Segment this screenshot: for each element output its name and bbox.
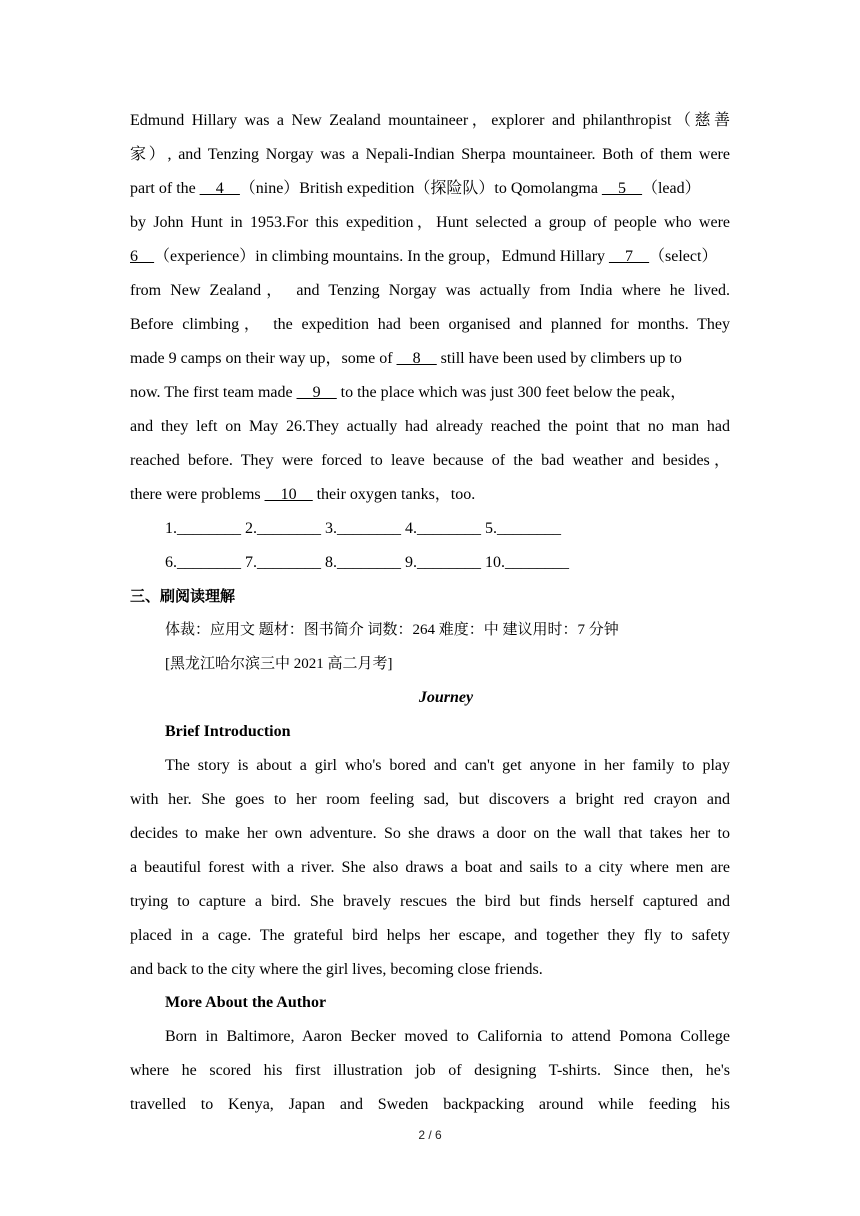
passage-source: [黑龙江哈尔滨三中 2021 高二月考] (165, 656, 393, 672)
paragraph-line: and back to the city where the girl lives, becoming close friends. (130, 961, 543, 978)
answer-row: 1.________ 2.________ 3.________ 4.________ 5.________ (165, 520, 561, 537)
passage-line (130, 376, 730, 410)
passage-line: reached before. They were forced to leave because of the bad weather and besides， (130, 452, 730, 469)
text-fragment: there were problems (130, 486, 265, 503)
blank-8: __8__ (396, 350, 437, 367)
paragraph-line: trying to capture a bird. She bravely rescues the bird but finds herself captured and (130, 893, 730, 910)
blank-7: __7__ (609, 248, 650, 265)
blank-4: __4__ (199, 180, 240, 197)
passage-line (130, 172, 730, 206)
text-fragment: to the place which was just 300 feet below the peak， (336, 384, 687, 401)
paragraph-line: placed in a cage. The grateful bird helps her escape, and together they fly to safety (130, 927, 730, 944)
subheading-more-about-author: More About the Author (165, 994, 327, 1011)
paragraph-line: decides to make her own adventure. So she draws a door on the wall that takes her to (130, 825, 730, 842)
passage-line: and they left on May 26.They actually had already reached the point that no man had (130, 418, 730, 435)
paragraph-line: Born in Baltimore, Aaron Becker moved to California to attend Pomona College (165, 1028, 730, 1045)
text-fragment: （lead） (641, 180, 701, 197)
text-fragment: （nine）British expedition（探险队）to Qomolangma (239, 180, 602, 197)
blank-5: __5__ (601, 180, 642, 197)
text-fragment: still have been used by climbers up to (436, 350, 682, 367)
passage-line: Before climbing， the expedition had been organised and planned for months. They (130, 316, 730, 333)
answer-row: 6.________ 7.________ 8.________ 9.________ 10.________ (165, 554, 569, 571)
text-fragment: （experience）in climbing mountains. In the group，Edmund Hillary (154, 248, 610, 265)
passage-line (130, 240, 730, 274)
text-fragment: （select） (649, 248, 718, 265)
paragraph-line: where he scored his first illustration job of designing T-shirts. Since then, he's (130, 1062, 730, 1079)
subheading-brief-introduction: Brief Introduction (165, 723, 291, 740)
page-number: 2 / 6 (418, 1128, 442, 1142)
text-fragment: their oxygen tanks，too. (312, 486, 476, 503)
passage-line (130, 342, 730, 376)
passage-line: Edmund Hillary was a New Zealand mountaineer，explorer and philanthropist（慈善 (130, 112, 730, 129)
section-heading: 三、刷阅读理解 (130, 587, 236, 605)
article-title: Journey (418, 689, 474, 706)
blank-9: __9__ (296, 384, 337, 401)
paragraph-line: travelled to Kenya, Japan and Sweden backpacking around while feeding his (130, 1096, 730, 1113)
text-fragment: now. The first team made (130, 384, 297, 401)
text-fragment: made 9 camps on their way up，some of (130, 350, 397, 367)
passage-meta: 体裁：应用文 题材：图书简介 词数：264 难度：中 建议用时：7 分钟 (165, 622, 619, 638)
passage-line (130, 478, 730, 512)
passage-line: from New Zealand， and Tenzing Norgay was actually from India where he lived. (130, 282, 730, 299)
passage-line: by John Hunt in 1953.For this expedition，Hunt selected a group of people who were (130, 214, 730, 231)
text-fragment: part of the (130, 180, 200, 197)
paragraph-line: The story is about a girl who's bored and can't get anyone in her family to play (165, 757, 730, 774)
blank-6: 6__ (130, 248, 154, 265)
blank-10: __10__ (264, 486, 313, 503)
passage-line: 家）, and Tenzing Norgay was a Nepali-Indian Sherpa mountaineer. Both of them were (130, 146, 730, 163)
paragraph-line: a beautiful forest with a river. She also draws a boat and sails to a city where men are (130, 859, 730, 876)
paragraph-line: with her. She goes to her room feeling sad, but discovers a bright red crayon and (130, 791, 730, 808)
